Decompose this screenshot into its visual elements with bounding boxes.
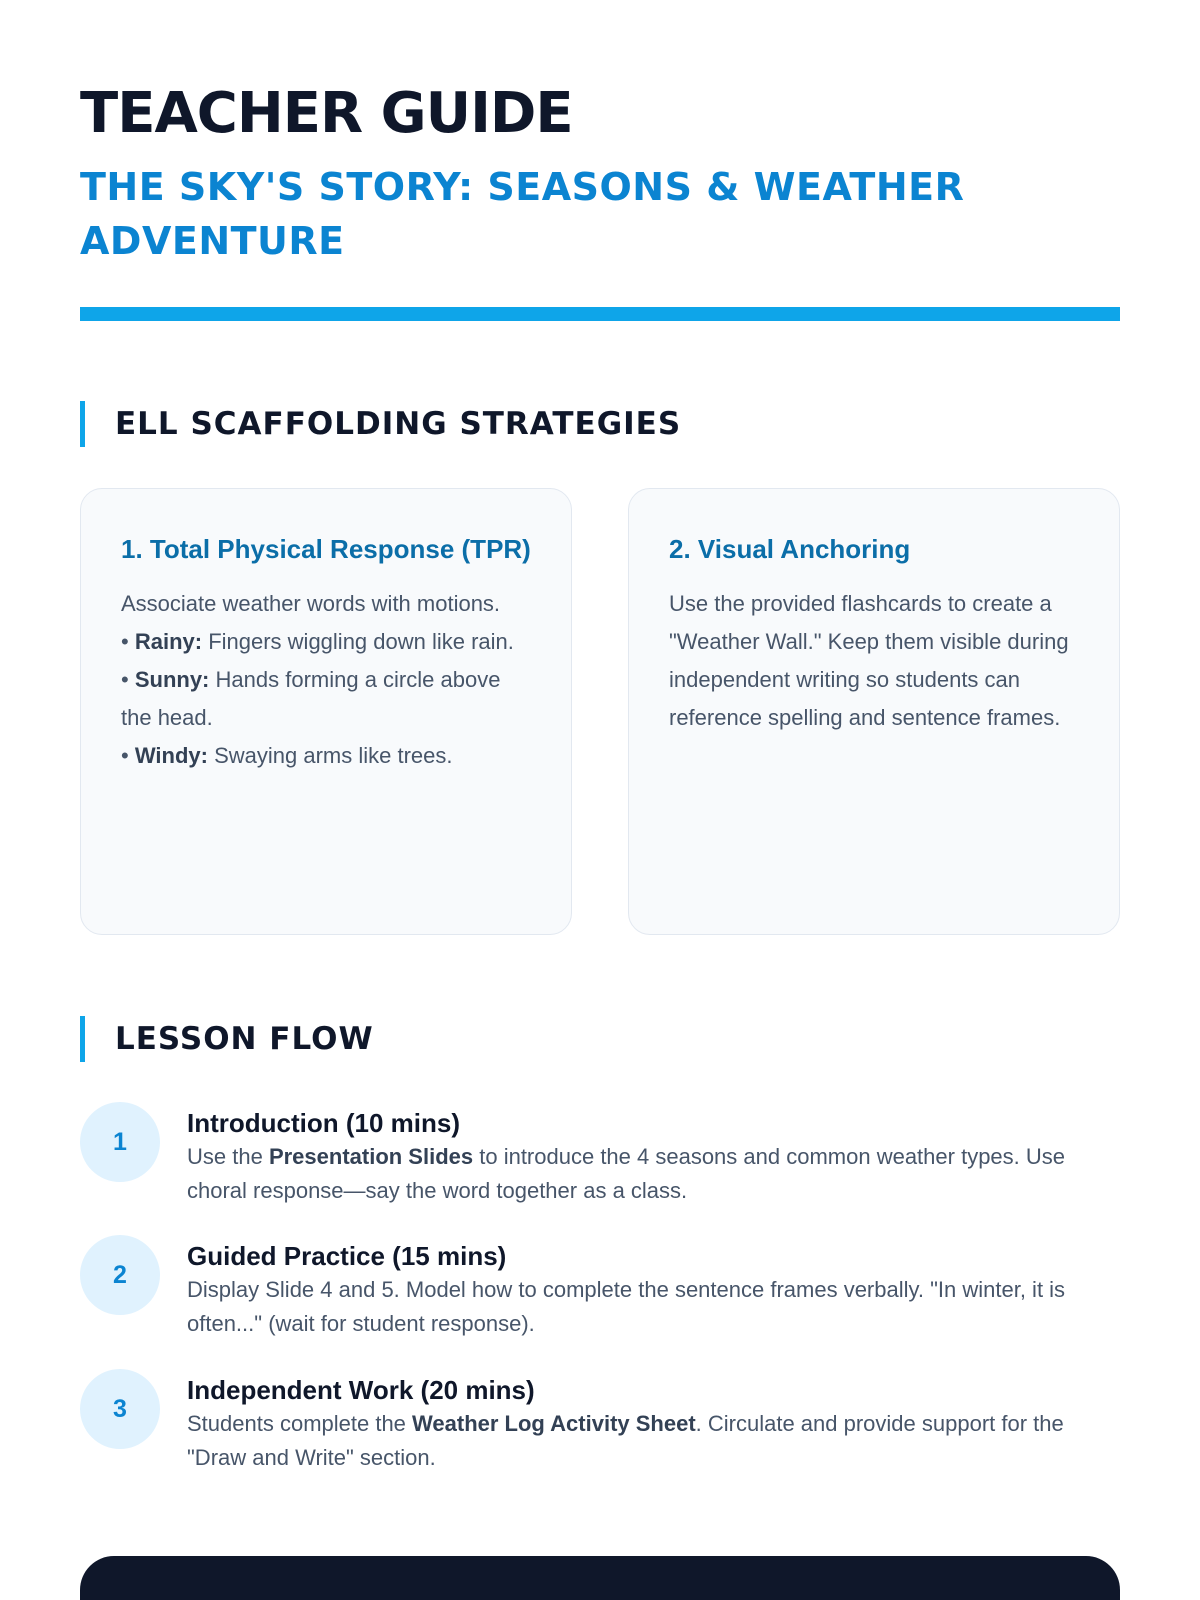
page-title: TEACHER GUIDE xyxy=(80,81,573,146)
step-text xyxy=(187,1140,1117,1208)
step-body xyxy=(187,1106,1117,1208)
card-title: 1. Total Physical Response (TPR) xyxy=(121,534,531,564)
step-text: Display Slide 4 and 5. Model how to complete the sentence frames verbally. "In winter, it is often..." (wait for student response). xyxy=(187,1277,1066,1336)
step-body xyxy=(187,1373,1117,1475)
step-number-badge: 3 xyxy=(80,1369,160,1449)
step-number-badge: 2 xyxy=(80,1235,160,1315)
step-number-badge: 1 xyxy=(80,1102,160,1182)
lesson-flow-heading: LESSON FLOW xyxy=(80,1016,374,1062)
step-text-bold: Weather Log Activity Sheet xyxy=(412,1411,696,1436)
page-subtitle: THE SKY'S STORY: SEASONS & WEATHER ADVENTURE xyxy=(80,165,965,263)
step-text-part: Students complete the xyxy=(187,1411,413,1436)
ell-section-heading: ELL SCAFFOLDING STRATEGIES xyxy=(80,401,681,447)
card-text: Use the provided flashcards to create a "Weather Wall." Keep them visible during independent writing so students can reference spelling and sentence frames. xyxy=(669,591,1069,730)
header-divider xyxy=(80,307,1120,321)
list-term: Rainy: xyxy=(134,629,203,654)
step-title: Introduction (10 mins) xyxy=(187,1108,460,1138)
step-title: Guided Practice (15 mins) xyxy=(187,1241,507,1271)
step-title: Independent Work (20 mins) xyxy=(187,1375,535,1405)
list-text: Fingers wiggling down like rain. xyxy=(208,629,514,654)
card-intro: Associate weather words with motions. xyxy=(121,591,501,616)
step-text-part: to introduce the 4 seasons and common weather types. Use choral response—say the word together as a class. xyxy=(187,1144,1066,1203)
list-text: Swaying arms like trees. xyxy=(214,743,453,768)
list-term: Windy: xyxy=(134,743,208,768)
tpr-strategy-card xyxy=(80,488,572,935)
list-item: • Sunny: Hands forming a circle above the head. xyxy=(121,667,501,730)
step-text xyxy=(187,1407,1117,1475)
step-text-part: . Circulate and provide support for the "Draw and Write" section. xyxy=(187,1411,1064,1470)
visual-anchoring-card xyxy=(628,488,1120,935)
list-item: • Rainy: Fingers wiggling down like rain. xyxy=(121,629,514,654)
lesson-step xyxy=(80,1369,1120,1489)
card-title: 2. Visual Anchoring xyxy=(669,534,911,564)
footer-panel xyxy=(80,1556,1120,1600)
teacher-guide-page xyxy=(80,0,1120,1600)
step-text-bold: Presentation Slides xyxy=(268,1144,474,1169)
card-text xyxy=(121,585,531,775)
step-body xyxy=(187,1239,1117,1341)
step-text-part: Use the xyxy=(187,1144,269,1169)
lesson-step xyxy=(80,1102,1120,1222)
list-term: Sunny: xyxy=(134,667,210,692)
list-text: Hands forming a circle above the head. xyxy=(121,667,501,730)
lesson-step xyxy=(80,1235,1120,1355)
list-item: • Windy: Swaying arms like trees. xyxy=(121,743,453,768)
